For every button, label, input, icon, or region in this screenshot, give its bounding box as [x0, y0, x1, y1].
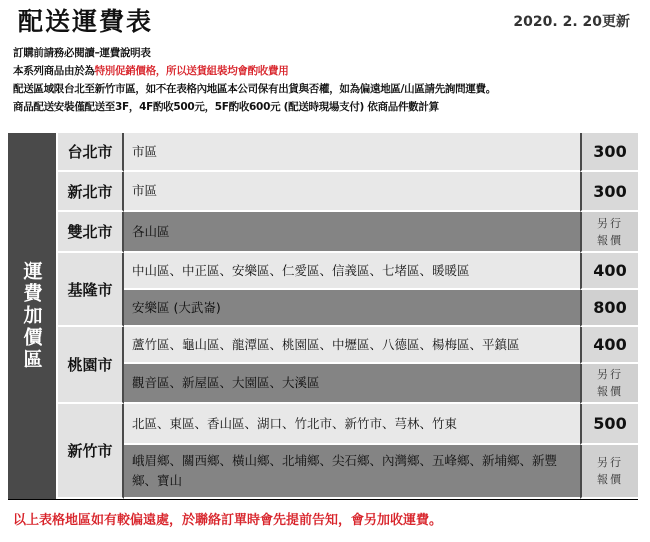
surcharge-zone-header: [8, 133, 58, 499]
price-shuangbei: 另行 報價: [580, 212, 638, 253]
city-taoyuan: 桃園市: [58, 327, 124, 404]
price-new-taipei: 300: [580, 172, 638, 212]
area-hsinchu-remote: 峨眉鄉、關西鄉、橫山鄉、北埔鄉、尖石鄉、內灣鄉、五峰鄉、新埔鄉、新豐鄉、寶山: [124, 445, 580, 499]
city-shuangbei: 雙北市: [58, 212, 124, 253]
surcharge-zone-label: 運費加價區: [20, 261, 43, 371]
note-read-before-order: 訂購前請務必閱讀–運費說明表: [13, 47, 151, 59]
price-keelung-dawulun: 800: [580, 290, 638, 327]
city-keelung: 基隆市: [58, 253, 124, 327]
note-delivery-area: 配送區域限台北至新竹市區，如不在表格內地區本公司保有出貨與否權，如為偏遠地區/山區請先詢問運費。: [13, 83, 496, 95]
note-floor-fee: 商品配送安裝僅配送至3F，4F酌收500元，5F酌收600元 (配送時現場支付) 依商品件數計算: [13, 101, 439, 113]
area-taoyuan-remote: 觀音區、新屋區、大園區、大溪區: [124, 364, 580, 404]
city-hsinchu: 新竹市: [58, 404, 124, 499]
price-hsinchu-remote: 另行 報價: [580, 445, 638, 499]
price-taoyuan-main: 400: [580, 327, 638, 364]
city-taipei: 台北市: [58, 133, 124, 172]
notes-section: [13, 44, 643, 116]
area-hsinchu-main: 北區、東區、香山區、湖口、竹北市、新竹市、芎林、竹東: [124, 404, 580, 445]
note-promotion: [13, 62, 643, 80]
area-keelung-main: 中山區、中正區、安樂區、仁愛區、信義區、七堵區、暖暖區: [124, 253, 580, 290]
price-taoyuan-remote: 另行 報價: [580, 364, 638, 404]
city-new-taipei: 新北市: [58, 172, 124, 212]
note-promotion-highlight: 特別促銷價格，所以送貨組裝均會酌收費用: [94, 65, 289, 77]
price-hsinchu-main: 500: [580, 404, 638, 445]
price-taipei: 300: [580, 133, 638, 172]
note-promotion-prefix: 本系列商品由於為: [13, 65, 95, 77]
area-keelung-dawulun: 安樂區 (大武崙): [124, 290, 580, 327]
shipping-fee-table: [8, 133, 638, 500]
price-keelung-main: 400: [580, 253, 638, 290]
remote-area-footnote: 以上表格地區如有較偏遠處，於聯絡訂單時會先提前告知，會另加收運費。: [13, 513, 443, 528]
area-new-taipei: 市區: [124, 172, 580, 212]
area-shuangbei: 各山區: [124, 212, 580, 253]
area-taoyuan-main: 蘆竹區、龜山區、龍潭區、桃園區、中壢區、八德區、楊梅區、平鎮區: [124, 327, 580, 364]
page-title: 配送運費表: [18, 7, 154, 36]
updated-date: 2020. 2. 20更新: [513, 14, 630, 30]
area-taipei: 市區: [124, 133, 580, 172]
